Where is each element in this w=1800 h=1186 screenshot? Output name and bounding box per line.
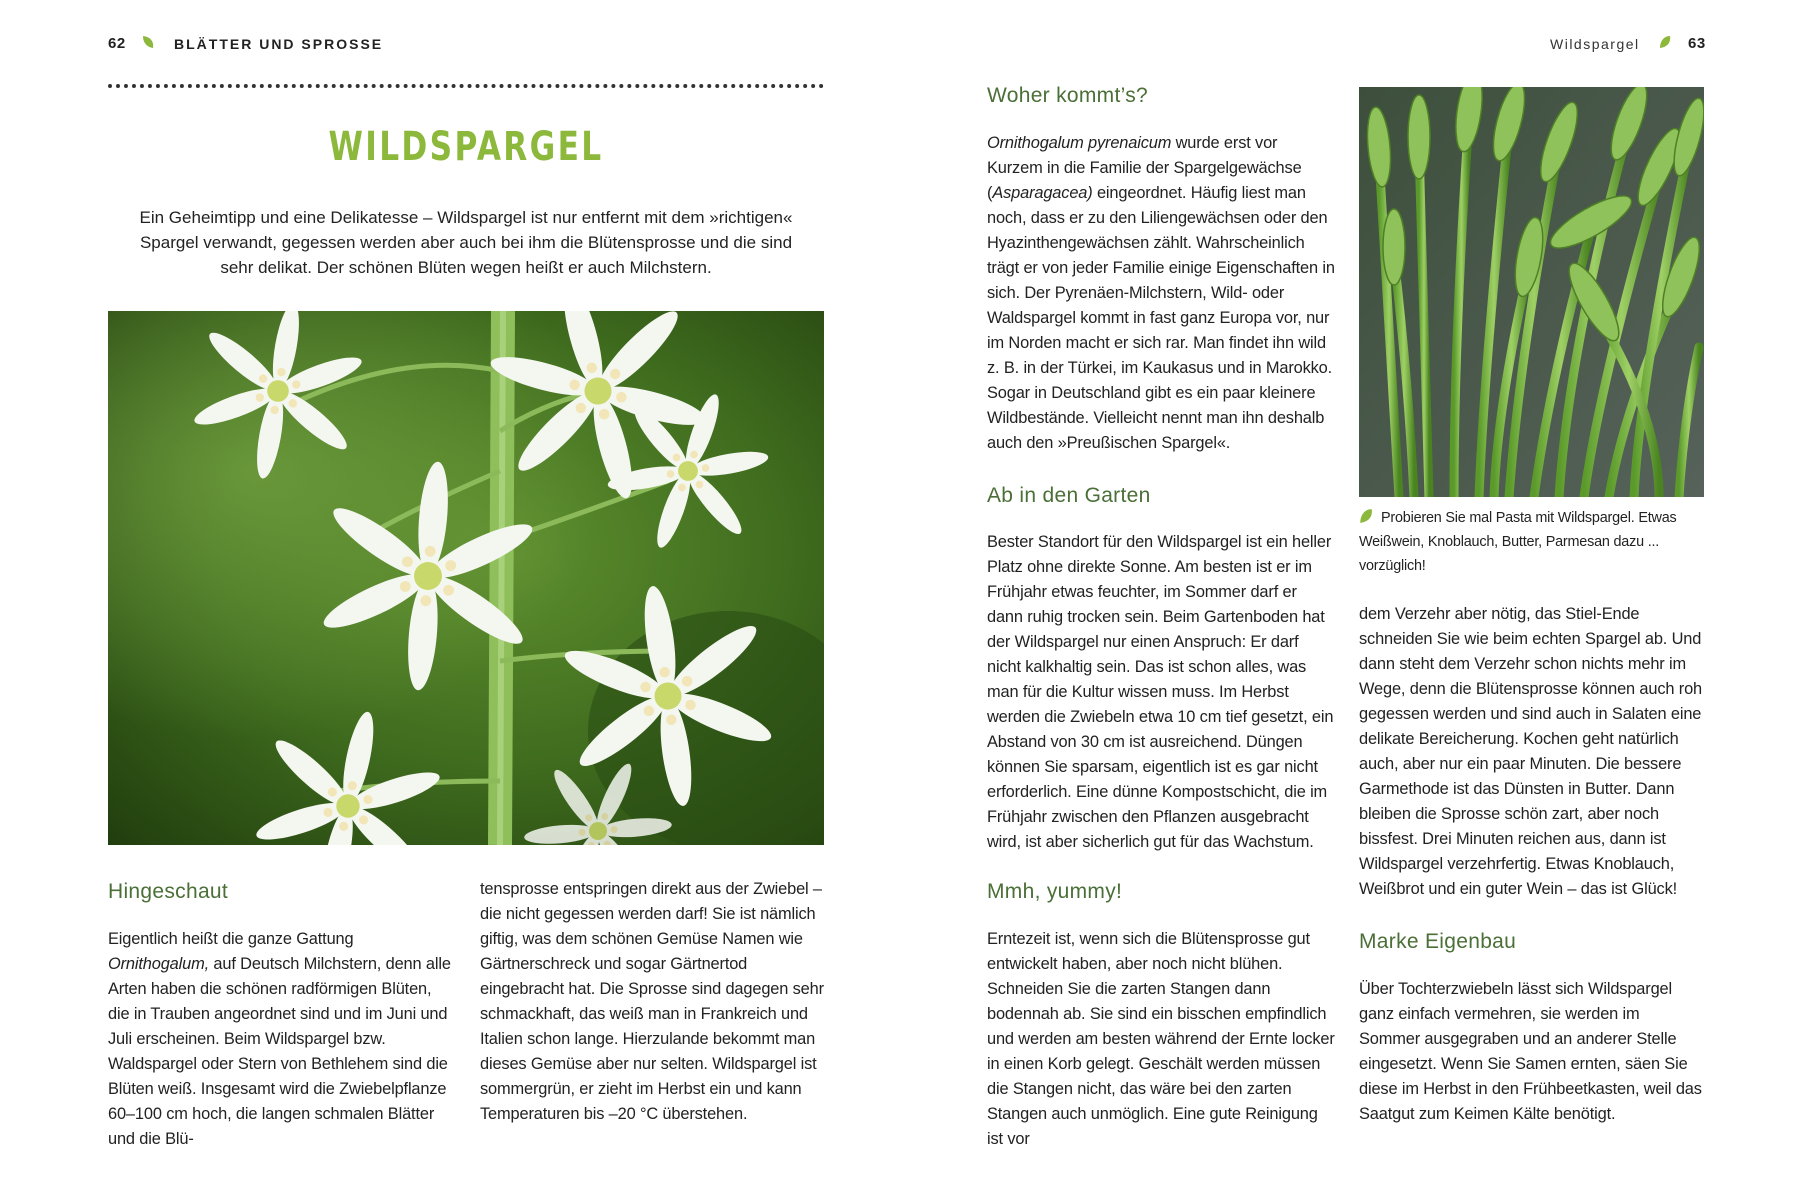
woher-paragraph: Ornithogalum pyrenaicum wurde erst vor Kurzem in die Familie der Spargelgewächse (Asparagacea) eingeordnet. Häufig liest man noch, dass er zu den Liliengewächsen oder den Hyazinthengewächsen zählt. Wahrscheinlich trägt er von jeder Familie einige Eigenschaften in sich. Der Pyrenäen-Milchstern, Wild- oder Waldspargel kommt in fast ganz Europa vor, nur im Norden macht er sich rar. Man findet ihn wild z. B. in der Türkei, im Kaukasus und in Marokko. Sogar in Deutschland gibt es ein paar kleinere Wildbestände. Vielleicht nennt man ihn deshalb auch den »Preußischen Spargel«. bbox=[987, 134, 1335, 452]
running-head-left: BLÄTTER UND SPROSSE bbox=[174, 36, 384, 52]
milchstern-flower-photo bbox=[108, 311, 824, 845]
running-head-right: Wildspargel bbox=[1550, 36, 1640, 52]
heading-yummy: Mmh, yummy! bbox=[987, 880, 1123, 903]
garten-paragraph: Bester Standort für den Wildspargel ist ein heller Platz ohne direkte Sonne. Am besten ist er im Frühjahr etwas feuchter, im Sommer darf er dann ruhig trocken sein. Beim Gartenboden hat der Wildspargel nur einen Anspruch: Er darf nicht kalkhaltig sein. Das ist schon alles, was man für die Kultur wissen muss. Im Herbst werden die Zwiebeln etwa 10 cm tief gesetzt, ein Abstand von 30 cm ist ausreichend. Düngen können Sie sparsam, eigentlich ist es gar nicht erforderlich. Eine dünne Kompostschicht, die im Frühjahr zwischen den Pflanzen ausgebracht wird, ist aber sicherlich gut für das Wachstum. bbox=[987, 533, 1334, 851]
page-number-right: 63 bbox=[1688, 35, 1706, 52]
intro-paragraph: Ein Geheimtipp und eine Delikatesse – Wildspargel ist nur entfernt mit dem »richtigen« Spargel verwandt, gegessen werden aber auch bei ihm die Blütensprosse und die sind sehr delikat. Der schönen Blüten wegen heißt er auch Milchstern. bbox=[139, 208, 793, 277]
heading-eigenbau: Marke Eigenbau bbox=[1359, 930, 1517, 953]
wildspargel-sprouts-photo bbox=[1359, 87, 1704, 497]
page-title: WILDSPARGEL bbox=[328, 124, 604, 170]
heading-woher: Woher kommt’s? bbox=[987, 84, 1148, 107]
hingeschaut-column-2: tensprosse entspringen direkt aus der Zwiebel – die nicht gegessen werden darf! Sie ist nämlich giftig, was dem schönen Gemüse Namen wie Gärtnerschreck und sogar Gärtnertod eingebracht hat. Die Sprosse sind dagegen sehr schmackhaft, das weiß man in Frankreich und Italien schon lange. Hierzulande bekommt man dieses Gemüse aber nur selten. Wildspargel ist sommergrün, er zieht im Herbst ein und kann Temperaturen bis –20 °C überstehen. bbox=[480, 880, 824, 1123]
heading-hingeschaut: Hingeschaut bbox=[108, 880, 229, 903]
heading-garten: Ab in den Garten bbox=[987, 484, 1151, 507]
leaf-icon bbox=[1659, 35, 1671, 49]
hingeschaut-column-1: Eigentlich heißt die ganze Gattung Ornithogalum, auf Deutsch Milchstern, denn alle Arten haben die schönen radförmigen Blüten, die in Trauben angeordnet sind und im Juni und Juli erscheinen. Beim Wildspargel bzw. Waldspargel oder Stern von Bethlehem sind die Blüten weiß. Insgesamt wird die Zwiebelpflanze 60–100 cm hoch, die langen schmalen Blätter und die Blü- bbox=[108, 930, 451, 1148]
photo-caption: Probieren Sie mal Pasta mit Wildspargel. Etwas Weißwein, Knoblauch, Butter, Parmesan dazu ... vorzüglich! bbox=[1359, 510, 1677, 574]
yummy-column-1: Erntezeit ist, wenn sich die Blütensprosse gut entwickelt haben, aber noch nicht blühen. Schneiden Sie die zarten Stangen dann bodennah ab. Sie sind ein bisschen empfindlich und werden am besten während der Ernte locker in einen Korb gelegt. Geschält werden müssen die Stangen nicht, das wäre bei den zarten Stangen auch unmöglich. Eine gute Reinigung ist vor bbox=[987, 930, 1335, 1148]
yummy-column-2: dem Verzehr aber nötig, das Stiel-Ende schneiden Sie wie beim echten Spargel ab. Und dann steht dem Verzehr schon nichts mehr im Wege, denn die Blütensprosse können auch roh gegessen werden und sind auch in Salaten eine delikate Bereicherung. Kochen geht natürlich auch, aber nur ein paar Minuten. Die bessere Garmethode ist das Dünsten in Butter. Dann bleiben die Sprosse schön zart, aber noch bissfest. Drei Minuten reichen aus, dann ist Wildspargel verzehrfertig. Etwas Knoblauch, Weißbrot und ein guter Wein – das ist Glück! bbox=[1359, 605, 1703, 898]
leaf-icon bbox=[142, 35, 154, 49]
dotted-divider bbox=[108, 84, 824, 88]
page-number-left: 62 bbox=[108, 35, 126, 52]
eigenbau-paragraph: Über Tochterzwiebeln lässt sich Wildspargel ganz einfach vermehren, sie werden im Sommer ausgegraben und an anderer Stelle eingesetzt. Wenn Sie Samen ernten, säen Sie diese im Herbst in den Frühbeetkasten, weil das Saatgut zum Keimen Kälte benötigt. bbox=[1359, 980, 1702, 1123]
